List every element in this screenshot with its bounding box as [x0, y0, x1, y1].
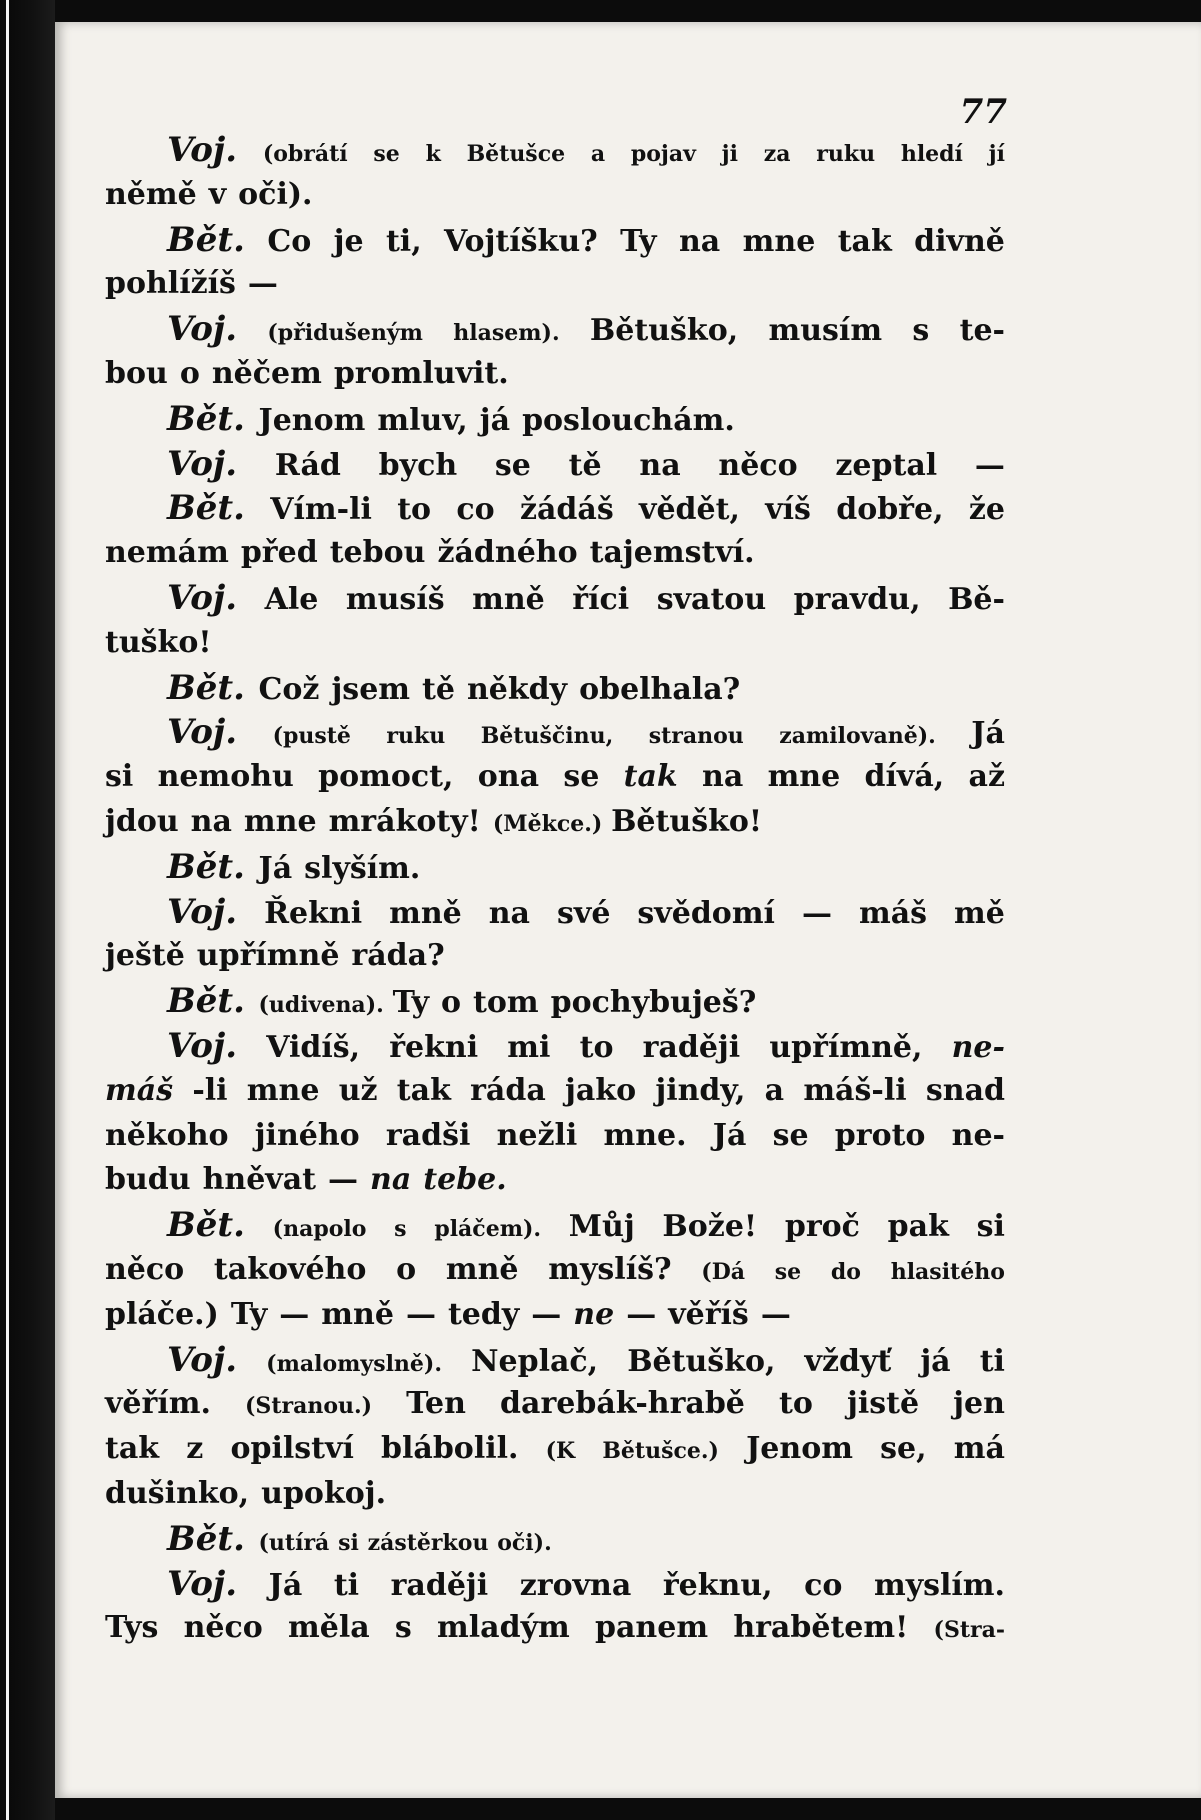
emphasis-word: ne- [951, 1029, 1005, 1065]
word: víš [765, 492, 811, 528]
word: mne [246, 1072, 320, 1108]
word: Já [971, 716, 1005, 752]
word: opilství [230, 1431, 354, 1467]
word: já [479, 402, 511, 438]
word: tě [568, 447, 602, 483]
word: si [105, 759, 134, 795]
word: pláče.) [105, 1296, 219, 1332]
word: tak [105, 1431, 160, 1467]
stage-direction: ruku [386, 723, 446, 750]
word: tak [837, 223, 892, 259]
word: pak [887, 1209, 949, 1245]
stage-direction: Bětušce [466, 141, 566, 167]
word: to [779, 1386, 813, 1422]
word: mi [507, 1029, 551, 1065]
word: — [247, 266, 278, 302]
text-line [105, 1293, 1005, 1338]
word: musíš [345, 581, 445, 617]
word: řeknu, [662, 1567, 773, 1603]
word: upokoj. [261, 1475, 387, 1511]
speaker-name: Voj. [167, 443, 238, 484]
word: máš [858, 895, 928, 931]
word: řekni [389, 1029, 479, 1065]
word: máš-li [803, 1072, 907, 1108]
word: panem [595, 1610, 709, 1646]
word: někoho [105, 1117, 229, 1153]
word: raději [642, 1029, 741, 1065]
word: — [974, 447, 1005, 483]
word: jdou [105, 803, 179, 839]
word: Bože! [662, 1209, 758, 1245]
word: to [579, 1029, 614, 1065]
stage-direction: (napolo [272, 1216, 367, 1243]
word: vždyť [804, 1343, 892, 1379]
text-line [105, 1382, 1005, 1427]
speaker-name: Voj. [167, 309, 238, 350]
speaker-name: Bět. [167, 846, 245, 887]
word: ti [333, 1567, 360, 1603]
word: — [328, 1162, 359, 1198]
word: se [563, 759, 600, 795]
word: hněvat [202, 1162, 317, 1198]
word: mě [954, 895, 1005, 931]
word: žádáš [519, 492, 614, 528]
text-line [105, 845, 1005, 890]
word: říci [572, 581, 630, 617]
text-line [105, 1158, 1005, 1203]
word: s [394, 1610, 412, 1646]
word: raději [390, 1567, 489, 1603]
word: Jenom [746, 1431, 853, 1467]
stage-direction: k [425, 141, 441, 167]
speaker-name: Bět. [167, 219, 245, 260]
stage-direction: (malomyslně). [266, 1350, 442, 1377]
word: z [186, 1431, 204, 1467]
page-text [105, 128, 1005, 1651]
word: už [338, 1072, 378, 1108]
word: Já [268, 1567, 303, 1603]
word: na [488, 895, 530, 931]
stage-direction: se [774, 1258, 802, 1285]
word: něco [183, 1610, 263, 1646]
stage-direction: (Stranou.) [245, 1393, 373, 1420]
word: Já [258, 850, 293, 886]
word: tedy [447, 1296, 520, 1332]
word: zrovna [519, 1567, 632, 1603]
word: tom [473, 985, 539, 1021]
text-line [105, 1248, 1005, 1293]
word: jako [565, 1072, 637, 1108]
word: proto [834, 1117, 926, 1153]
text-line [105, 576, 1005, 621]
word: pravdu, [793, 581, 921, 617]
word: mne [742, 223, 816, 259]
stage-direction: Bětuščinu, [480, 723, 614, 750]
word: Bětuško, [589, 313, 739, 349]
word: proč [784, 1209, 860, 1245]
word: věříš [668, 1296, 749, 1332]
emphasis-word: ne [573, 1296, 615, 1332]
text-line [105, 1114, 1005, 1159]
word: snad [925, 1072, 1005, 1108]
word: je [333, 223, 364, 259]
word: — [626, 1296, 657, 1332]
emphasis-word: máš [105, 1072, 174, 1108]
word: blábolil. [381, 1431, 519, 1467]
word: jiného [254, 1117, 360, 1153]
speaker-name: Voj. [167, 712, 238, 753]
word: o [396, 1251, 417, 1287]
word: měla [288, 1610, 370, 1646]
stage-direction: s [394, 1216, 407, 1243]
speaker-name: Bět. [167, 1205, 245, 1246]
text-line [105, 262, 1005, 307]
word: Což [258, 671, 320, 707]
word: pochybuješ? [550, 985, 757, 1021]
word: ti [979, 1343, 1005, 1379]
word: upřímně [196, 938, 340, 974]
word: to [397, 492, 432, 528]
speaker-name: Bět. [167, 488, 245, 529]
word: Bětuško! [611, 803, 763, 839]
word: — [405, 1296, 436, 1332]
stage-direction: (utírá [258, 1529, 330, 1556]
word: mně [472, 581, 545, 617]
text-line [105, 442, 1005, 487]
word: Vím-li [270, 492, 372, 528]
word: ona [477, 759, 540, 795]
word: jistě [846, 1386, 920, 1422]
stage-direction: zamilovaně). [779, 723, 936, 750]
word: Vidíš, [266, 1029, 361, 1065]
word: bych [378, 447, 458, 483]
word: Neplač, [471, 1343, 599, 1379]
word: že [968, 492, 1005, 528]
word: ráda? [351, 938, 445, 974]
word: Co [267, 223, 312, 259]
text-line [105, 621, 1005, 666]
speaker-name: Voj. [167, 1025, 238, 1066]
word: o [441, 985, 462, 1021]
word: Ten [406, 1386, 466, 1422]
word: — [279, 1296, 310, 1332]
word: oči). [238, 176, 313, 212]
stage-direction: oči). [497, 1529, 552, 1556]
word: a [764, 1072, 785, 1108]
speaker-name: Voj. [167, 577, 238, 618]
text-line [105, 800, 1005, 845]
word: mne. [603, 1117, 687, 1153]
word: němě [105, 176, 197, 212]
stage-direction: hledí [900, 141, 963, 167]
stage-direction: (Měkce.) [492, 810, 603, 837]
speaker-name: Bět. [167, 981, 245, 1022]
stage-direction: pláčem). [434, 1216, 542, 1243]
word: jindy, [655, 1072, 746, 1108]
stage-direction: (K [545, 1438, 576, 1465]
word: ti, [385, 223, 422, 259]
word: tě [422, 671, 455, 707]
word: na [679, 223, 721, 259]
word: až [968, 759, 1005, 795]
speaker-name: Bět. [167, 398, 245, 439]
word: věřím. [105, 1386, 211, 1422]
speaker-name: Voj. [167, 1563, 238, 1604]
word: tajemství. [589, 535, 755, 571]
text-line [105, 1338, 1005, 1383]
word: vědět, [639, 492, 740, 528]
word: žádného [437, 535, 578, 571]
word: co [804, 1567, 843, 1603]
word: te- [959, 313, 1005, 349]
text-line [105, 352, 1005, 397]
word: se [772, 1117, 809, 1153]
word: někdy [466, 671, 568, 707]
word: Tys [105, 1610, 159, 1646]
word: na [702, 759, 744, 795]
page-number: 77 [959, 92, 1007, 132]
word: Můj [568, 1209, 635, 1245]
stage-direction: se [373, 141, 400, 167]
word: takového [213, 1251, 367, 1287]
word: jsem [331, 671, 411, 707]
word: před [240, 535, 318, 571]
word: co [456, 492, 495, 528]
word: — [531, 1296, 562, 1332]
word: divně [914, 223, 1005, 259]
word: Rád [274, 447, 341, 483]
word: myslím. [873, 1567, 1005, 1603]
word: mně [389, 895, 462, 931]
word: o [179, 355, 200, 391]
stage-direction: (udivena). [258, 992, 384, 1019]
word: promluvit. [333, 355, 509, 391]
stage-direction: Bětušce.) [602, 1438, 719, 1465]
stage-direction: ruku [816, 141, 876, 167]
stage-direction: hlasem). [453, 320, 560, 347]
text-line [105, 1606, 1005, 1651]
word: Řekni [264, 895, 363, 931]
word: já [920, 1343, 951, 1379]
speaker-name: Voj. [167, 130, 238, 170]
speaker-name: Voj. [167, 1339, 238, 1380]
spine-edge [6, 0, 9, 1820]
word: obelhala? [579, 671, 741, 707]
text-line [105, 486, 1005, 531]
word: mluv, [377, 402, 468, 438]
emphasis-word: na [370, 1162, 412, 1198]
word: dívá, [864, 759, 945, 795]
word: má [953, 1431, 1005, 1467]
text-line [105, 979, 1005, 1024]
speaker-name: Bět. [167, 1518, 245, 1559]
text-line [105, 934, 1005, 979]
text-line [105, 666, 1005, 711]
text-line [105, 1472, 1005, 1517]
word: Jenom [258, 402, 366, 438]
stage-direction: (přidušeným [267, 320, 423, 347]
speaker-name: Voj. [167, 891, 238, 932]
word: se, [880, 1431, 927, 1467]
word: musím [768, 313, 883, 349]
stage-direction: jí [988, 141, 1005, 167]
stage-direction: do [830, 1258, 861, 1285]
word: Ty [392, 985, 430, 1021]
word: něco [718, 447, 798, 483]
text-line [105, 1562, 1005, 1607]
word: něčem [211, 355, 322, 391]
word: Bě- [948, 581, 1005, 617]
stage-direction: zástěrkou [367, 1529, 489, 1556]
word: darebák-hrabě [500, 1386, 745, 1422]
word: — [760, 1296, 791, 1332]
text-line [105, 755, 1005, 800]
text-line [105, 128, 1005, 173]
stage-direction: si [338, 1529, 359, 1556]
word: ne- [951, 1117, 1005, 1153]
stage-direction: a [590, 141, 606, 167]
text-line [105, 1427, 1005, 1472]
word: mně [445, 1251, 519, 1287]
word: Ty [620, 223, 657, 259]
word: poslouchám. [522, 402, 735, 438]
word: Ale [264, 581, 319, 617]
text-line [105, 1517, 1005, 1562]
word: mně [321, 1296, 394, 1332]
word: své [557, 895, 611, 931]
speaker-name: Bět. [167, 667, 245, 708]
word: — [801, 895, 832, 931]
word: tak [396, 1072, 451, 1108]
word: nemohu [157, 759, 294, 795]
word: ráda [470, 1072, 546, 1108]
word: Ty [230, 1296, 268, 1332]
word: bou [105, 355, 168, 391]
word: si [976, 1209, 1005, 1245]
word: hrabětem! [733, 1610, 909, 1646]
word: dušinko, [105, 1475, 250, 1511]
word: budu [105, 1162, 191, 1198]
text-line [105, 218, 1005, 263]
word: zeptal [835, 447, 938, 483]
word: na [190, 803, 232, 839]
text-line [105, 1203, 1005, 1248]
text-line [105, 890, 1005, 935]
word: pomoct, [318, 759, 454, 795]
word: slyším. [304, 850, 421, 886]
word: tebou [329, 535, 426, 571]
stage-direction: za [763, 141, 791, 167]
text-line [105, 531, 1005, 576]
word: -li [192, 1072, 228, 1108]
word: mladým [437, 1610, 570, 1646]
stage-direction: (Dá [701, 1258, 746, 1285]
text-line [105, 1024, 1005, 1069]
emphasis-word: tebe. [423, 1162, 507, 1198]
word: jen [953, 1386, 1005, 1422]
text-line [105, 397, 1005, 442]
word: mne [243, 803, 317, 839]
emphasis-word: tak [623, 759, 678, 795]
word: mrákoty! [328, 803, 481, 839]
word: dobře, [836, 492, 944, 528]
stage-direction: (obrátí [262, 141, 348, 167]
word: se [494, 447, 531, 483]
stage-direction: (Stra- [933, 1617, 1005, 1644]
text-line [105, 710, 1005, 755]
word: s [912, 313, 930, 349]
word: pohlížíš [105, 266, 236, 302]
word: nežli [496, 1117, 578, 1153]
stage-direction: pojav [630, 141, 696, 167]
word: Já [712, 1117, 747, 1153]
word: myslíš? [548, 1251, 672, 1287]
word: mne [767, 759, 841, 795]
stage-direction: hlasitého [890, 1258, 1005, 1285]
word: Vojtíšku? [444, 223, 598, 259]
text-line [105, 307, 1005, 352]
word: tuško! [105, 624, 212, 660]
stage-direction: (pustě [272, 723, 351, 750]
text-line [105, 173, 1005, 218]
stage-direction: stranou [648, 723, 744, 750]
stage-direction: ji [721, 141, 738, 167]
text-line [105, 1069, 1005, 1114]
word: svatou [656, 581, 767, 617]
word: něco [105, 1251, 185, 1287]
word: Bětuško, [627, 1343, 776, 1379]
word: svědomí [637, 895, 775, 931]
word: na [639, 447, 681, 483]
word: v [208, 176, 227, 212]
word: radši [385, 1117, 471, 1153]
word: nemám [105, 535, 229, 571]
word: ještě [105, 938, 185, 974]
word: upřímně, [769, 1029, 923, 1065]
